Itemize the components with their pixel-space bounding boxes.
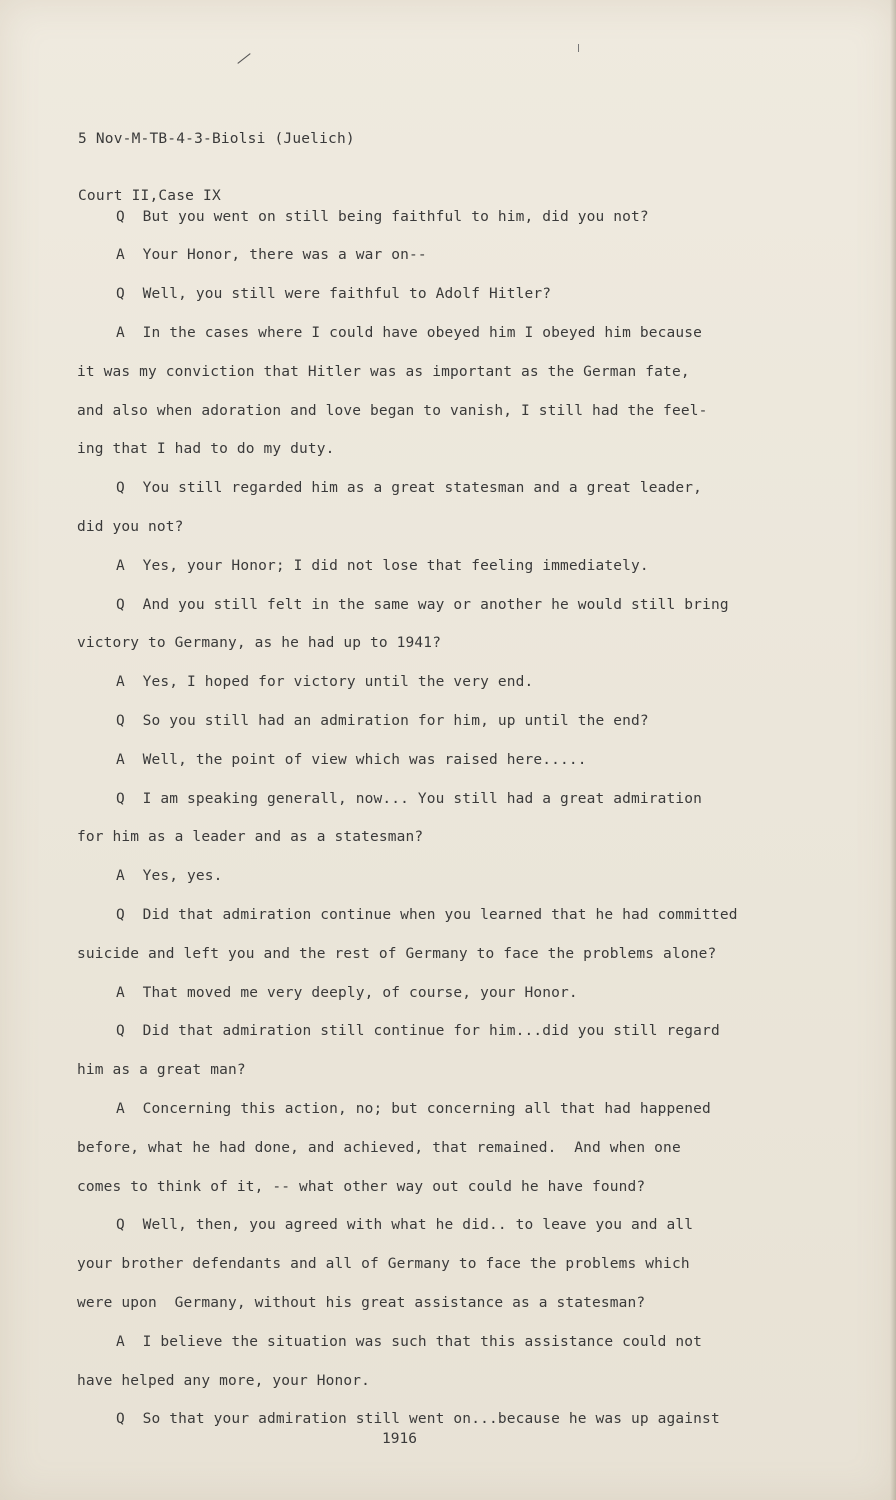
transcript-line: Q So you still had an admiration for him, up until the end?: [116, 713, 649, 729]
pencil-mark: [237, 53, 250, 64]
transcript-line: comes to think of it, -- what other way out could he have found?: [77, 1179, 646, 1195]
transcript-line: for him as a leader and as a statesman?: [77, 829, 424, 845]
transcript-line: A Yes, yes.: [116, 868, 223, 884]
transcript-line: suicide and left you and the rest of Germany to face the problems alone?: [77, 946, 717, 962]
page-number: 1916: [382, 1431, 417, 1447]
transcript-line: A Your Honor, there was a war on--: [116, 247, 427, 263]
transcript-line: A Yes, your Honor; I did not lose that feeling immediately.: [116, 558, 649, 574]
transcript-line: Q So that your admiration still went on...because he was up against: [116, 1411, 720, 1427]
transcript-line: A Well, the point of view which was raised here.....: [116, 752, 587, 768]
transcript-line: Q But you went on still being faithful to him, did you not?: [116, 209, 649, 225]
pencil-mark: [578, 44, 579, 52]
transcript-line: have helped any more, your Honor.: [77, 1373, 371, 1389]
transcript-line: A Concerning this action, no; but concerning all that had happened: [116, 1101, 711, 1117]
transcript-line: Q You still regarded him as a great statesman and a great leader,: [116, 480, 703, 496]
transcript-line: Q Did that admiration continue when you learned that he had committed: [116, 907, 738, 923]
transcript-line: Q Well, you still were faithful to Adolf Hitler?: [116, 286, 552, 302]
transcript-line: A In the cases where I could have obeyed him I obeyed him because: [116, 325, 703, 341]
transcript-line: ing that I had to do my duty.: [77, 441, 335, 457]
transcript-line: did you not?: [77, 519, 184, 535]
header-session-line: 5 Nov-M-TB-4-3-Biolsi (Juelich): [78, 131, 355, 147]
transcript-line: were upon Germany, without his great assistance as a statesman?: [77, 1295, 646, 1311]
transcript-line: him as a great man?: [77, 1062, 246, 1078]
transcript-line: and also when adoration and love began to vanish, I still had the feel-: [77, 403, 708, 419]
transcript-line: A That moved me very deeply, of course, your Honor.: [116, 985, 578, 1001]
header-court-line: Court II,Case IX: [78, 188, 221, 204]
transcript-line: Q Did that admiration still continue for him...did you still regard: [116, 1023, 720, 1039]
transcript-line: before, what he had done, and achieved, that remained. And when one: [77, 1140, 681, 1156]
transcript-line: victory to Germany, as he had up to 1941?: [77, 635, 442, 651]
transcript-line: A I believe the situation was such that this assistance could not: [116, 1334, 703, 1350]
transcript-line: your brother defendants and all of Germany to face the problems which: [77, 1256, 690, 1272]
transcript-line: Q Well, then, you agreed with what he did.. to leave you and all: [116, 1217, 694, 1233]
transcript-line: Q I am speaking generall, now... You still had a great admiration: [116, 791, 703, 807]
page-edge-shadow: [890, 0, 896, 1500]
transcript-line: Q And you still felt in the same way or another he would still bring: [116, 597, 729, 613]
transcript-line: it was my conviction that Hitler was as important as the German fate,: [77, 364, 690, 380]
transcript-line: A Yes, I hoped for victory until the very end.: [116, 674, 534, 690]
